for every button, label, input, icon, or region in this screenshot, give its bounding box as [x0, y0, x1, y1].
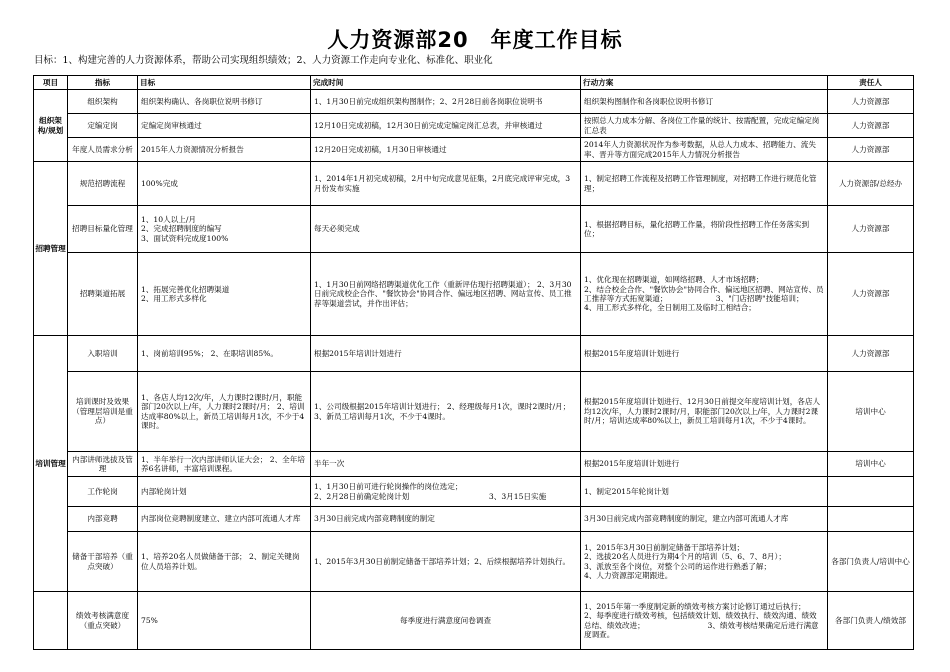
goal-cell: 75% — [138, 592, 311, 650]
plan-cell: 1、根据招聘目标，量化招聘工作量，将阶段性招聘工作任务落实到位； — [581, 206, 828, 253]
plan-cell: 1、优化现在招聘渠道，如网络招聘、人才市场招聘； 2、结合校企合作、"餐饮协会"协同合作、偏远地区招聘、网站宣传、员工推荐等方式拓宽渠道； 3、"门店招聘"技能培训； 4、用工形式多样化，全日制用工及临时工相结合； — [581, 253, 828, 336]
header-owner: 责任人 — [828, 76, 914, 90]
owner-cell: 人力资源部 — [828, 336, 914, 372]
table-row — [34, 477, 914, 507]
owner-cell: 各部门负责人/培训中心 — [828, 532, 914, 592]
category-performance — [34, 592, 68, 650]
plan-cell: 1、2015年3月30日前制定储备干部培养计划； 2、选拔20名人员进行为期4个月的培训（5、6、7、8月）； 3、派放至各个岗位，对整个公司的运作进行熟悉了解； 4、人力资源部定期跟进。 — [581, 532, 828, 592]
table-row — [34, 507, 914, 532]
time-cell: 12月20日完成初稿，1月30日审核通过 — [311, 138, 581, 162]
time-cell: 根据2015年培训计划进行 — [311, 336, 581, 372]
time-cell: 1、2015年3月30日前制定储备干部培养计划；2、后续根据培养计划执行。 — [311, 532, 581, 592]
indicator-cell: 定编定岗 — [68, 114, 138, 138]
owner-cell: 人力资源部 — [828, 114, 914, 138]
table-header-row — [34, 76, 914, 90]
category-recruit: 招聘管理 — [34, 162, 68, 336]
owner-cell: 人力资源部 — [828, 90, 914, 114]
goal-cell: 1、培养20名人员做储备干部； 2、制定关键岗位人员培养计划。 — [138, 532, 311, 592]
indicator-cell: 内部讲师选拔及管理 — [68, 452, 138, 477]
goal-cell: 组织架构确认、各岗职位说明书修订 — [138, 90, 311, 114]
owner-cell: 培训中心 — [828, 372, 914, 452]
category-org: 组织架构/规划 — [34, 90, 68, 162]
owner-cell: 培训中心 — [828, 452, 914, 477]
plan-cell: 3月30日前完成内部竞聘制度的制定，建立内部可流通人才库 — [581, 507, 828, 532]
table-row — [34, 336, 914, 372]
time-cell: 每天必须完成 — [311, 206, 581, 253]
goal-cell: 内部轮岗计划 — [138, 477, 311, 507]
indicator-cell: 绩效考核满意度（重点突破） — [68, 592, 138, 650]
table-row — [34, 114, 914, 138]
table-row — [34, 452, 914, 477]
plan-cell: 按照总人力成本分解、各岗位工作量的统计、按需配置，完成定编定岗汇总表 — [581, 114, 828, 138]
owner-cell — [828, 507, 914, 532]
plan-cell: 1、2015年第一季度制定新的绩效考核方案讨论修订通过后执行； 2、每季度进行绩效考核，包括绩效计划、绩效执行、绩效沟通、绩效总结、绩效改进； 3、绩效考核结果确定后进行满意度调查。 — [581, 592, 828, 650]
time-cell: 半年一次 — [311, 452, 581, 477]
indicator-cell: 规范招聘流程 — [68, 162, 138, 206]
table-row — [34, 206, 914, 253]
header-indicator: 指标 — [68, 76, 138, 90]
plan-cell: 1、制定招聘工作流程及招聘工作管理制度，对招聘工作进行规范化管理； — [581, 162, 828, 206]
goal-cell: 1、半年举行一次内部讲师认证大会； 2、全年培养6名讲师，丰富培训课程。 — [138, 452, 311, 477]
table-row — [34, 162, 914, 206]
goal-cell: 1、各店人均12次/年，人力课时2课时/月，职能部门20次以上/年，人力课时2课时/月； 2、培训达成率80%以上，新员工培训每月1次，不少于4课时。 — [138, 372, 311, 452]
table-row — [34, 372, 914, 452]
category-train: 培训管理 — [34, 336, 68, 592]
owner-cell: 人力资源部/总经办 — [828, 162, 914, 206]
time-cell: 12月10日完成初稿，12月30日前完成定编定岗汇总表，并审核通过 — [311, 114, 581, 138]
table-row — [34, 90, 914, 114]
owner-cell: 人力资源部 — [828, 206, 914, 253]
page-title: 人力资源部20 年度工作目标 — [327, 28, 623, 52]
table-row — [34, 253, 914, 336]
time-cell: 1、2014年1月初完成初稿，2月中旬完成意见征集，2月底完成评审完成，3月份发布实施 — [311, 162, 581, 206]
goal-cell: 定编定岗审核通过 — [138, 114, 311, 138]
header-plan: 行动方案 — [581, 76, 828, 90]
goal-cell: 100%完成 — [138, 162, 311, 206]
indicator-cell: 招聘渠道拓展 — [68, 253, 138, 336]
indicator-cell: 工作轮岗 — [68, 477, 138, 507]
time-cell: 1、1月30日前完成组织架构图制作；2、2月28日前各岗职位说明书 — [311, 90, 581, 114]
indicator-cell: 招聘目标量化管理 — [68, 206, 138, 253]
owner-cell: 人力资源部 — [828, 253, 914, 336]
indicator-cell: 年度人员需求分析 — [68, 138, 138, 162]
goal-cell: 内部岗位竞聘制度建立、建立内部可流通人才库 — [138, 507, 311, 532]
plan-cell: 根据2015年度培训计划进行 — [581, 336, 828, 372]
time-cell: 1、1月30日前网络招聘渠道优化工作（重新评估现行招聘渠道）； 2、3月30日前完成校企合作、"餐饮协会"协同合作、偏远地区招聘、网站宣传、员工推荐等渠道尝试，并作出评估； — [311, 253, 581, 336]
indicator-cell: 内部竞聘 — [68, 507, 138, 532]
header-goal: 目标 — [138, 76, 311, 90]
indicator-cell: 储备干部培养（重点突破） — [68, 532, 138, 592]
time-cell: 3月30日前完成内部竞聘制度的制定 — [311, 507, 581, 532]
owner-cell — [828, 477, 914, 507]
table-row — [34, 532, 914, 592]
time-cell: 1、1月30日前可进行轮岗操作的岗位选定； 2、2月28日前确定轮岗计划 3、3月15日实施 — [311, 477, 581, 507]
plan-cell: 根据2015年度培训计划进行、12月30日前提交年度培训计划，各店人均12次/年，人力课时2课时/月，职能部门20次以上/年，人力课时2课时/月；培训达成率80%以上，新员工培训每月1次，不少于4课时。 — [581, 372, 828, 452]
time-cell: 1、公司级根据2015年培训计划进行； 2、经理级每月1次，课时2课时/月； 3、新员工培训每月1次，不少于4课时。 — [311, 372, 581, 452]
owner-cell: 各部门负责人/绩效部 — [828, 592, 914, 650]
indicator-cell: 组织架构 — [68, 90, 138, 114]
owner-cell: 人力资源部 — [828, 138, 914, 162]
time-cell: 每季度进行满意度问卷调查 — [311, 592, 581, 650]
work-goals-table — [33, 75, 914, 650]
goal-cell: 1、拓展完善优化招聘渠道 2、用工形式多样化 — [138, 253, 311, 336]
plan-cell: 根据2015年度培训计划进行 — [581, 452, 828, 477]
goal-cell: 1、10人以上/月 2、完成招聘制度的编写 3、面试资料完成度100% — [138, 206, 311, 253]
header-project: 项目 — [34, 76, 68, 90]
plan-cell: 组织架构图制作和各岗职位说明书修订 — [581, 90, 828, 114]
indicator-cell: 入职培训 — [68, 336, 138, 372]
plan-cell: 2014年人力资源状况作为参考数据，从总人力成本、招聘能力、流失率、晋升等方面完成2015年人力情况分析报告 — [581, 138, 828, 162]
plan-cell: 1、制定2015年轮岗计划 — [581, 477, 828, 507]
header-time: 完成时间 — [311, 76, 581, 90]
indicator-cell: 培训课时及效果（管理层培训是重点） — [68, 372, 138, 452]
objective-summary: 目标：1、构建完善的人力资源体系，帮助公司实现组织绩效；2、人力资源工作走向专业化、标准化、职业化 — [34, 55, 493, 66]
table-row — [34, 592, 914, 650]
table-row — [34, 138, 914, 162]
goal-cell: 1、岗前培训95%； 2、在职培训85%。 — [138, 336, 311, 372]
goal-cell: 2015年人力资源情况分析报告 — [138, 138, 311, 162]
